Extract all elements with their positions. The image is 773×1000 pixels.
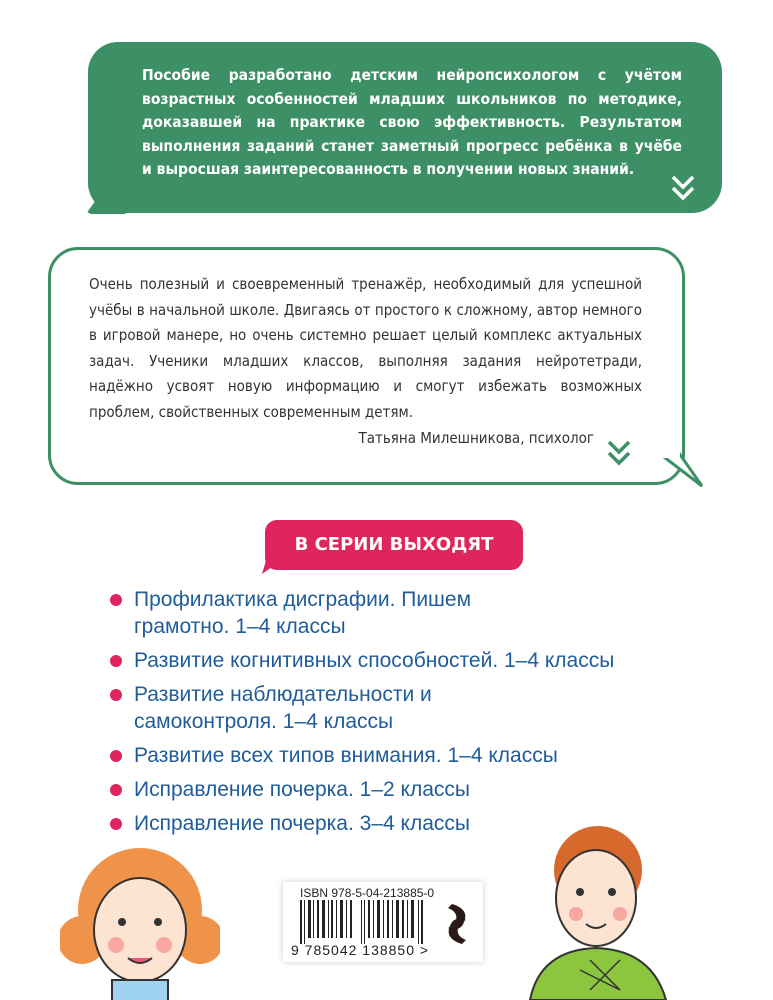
review-bubble [48, 247, 685, 485]
bubble-tail [660, 446, 704, 488]
barcode-digits: 9 785042 138850 > [291, 942, 430, 958]
review-signature: Татьяна Милешникова, психолог [358, 428, 594, 447]
series-list [110, 586, 614, 844]
description-bubble [88, 42, 722, 213]
list-item: Исправление почерка. 1–2 классы [110, 776, 614, 803]
description-text: Пособие разработано детским нейропсихологом с учётом возрастных особенностей младших школьников по методике, доказавшей на практике свою эффективность. Результатом выполнения заданий станет заметный прогресс ребёнка в учёбе и выросшая заинтересованность в получении новых знаний. [142, 66, 682, 178]
girl-illustration [60, 830, 220, 1000]
list-item: Развитие всех типов внимания. 1–4 классы [110, 742, 614, 769]
double-check-icon [606, 438, 632, 468]
review-text: Очень полезный и своевременный тренажёр, необходимый для успешной учёбы в начальной школе. Двигаясь от простого к сложному, автор немного в игровой манере, но очень системно решает целый комплекс актуальных задач. Ученики младших классов, выполняя задания нейротетради, надёжно усвоят новую информацию и смогут избежать возможных проблем, свойственных современным детям. [89, 275, 642, 421]
list-item: Профилактика дисграфии. Пишем грамотно. 1–4 классы [110, 586, 534, 640]
boy-illustration [520, 820, 680, 1000]
barcode-bars [300, 900, 430, 944]
double-check-icon [670, 173, 696, 203]
list-item: Развитие когнитивных способностей. 1–4 классы [110, 647, 614, 674]
isbn-text: ISBN 978-5-04-213885-0 [300, 886, 435, 900]
list-item: Развитие наблюдательности и самоконтроля. 1–4 классы [110, 681, 574, 735]
series-badge: В СЕРИИ ВЫХОДЯТ [265, 520, 523, 570]
list-item: Исправление почерка. 3–4 классы [110, 810, 614, 837]
publisher-logo-icon [440, 900, 474, 948]
